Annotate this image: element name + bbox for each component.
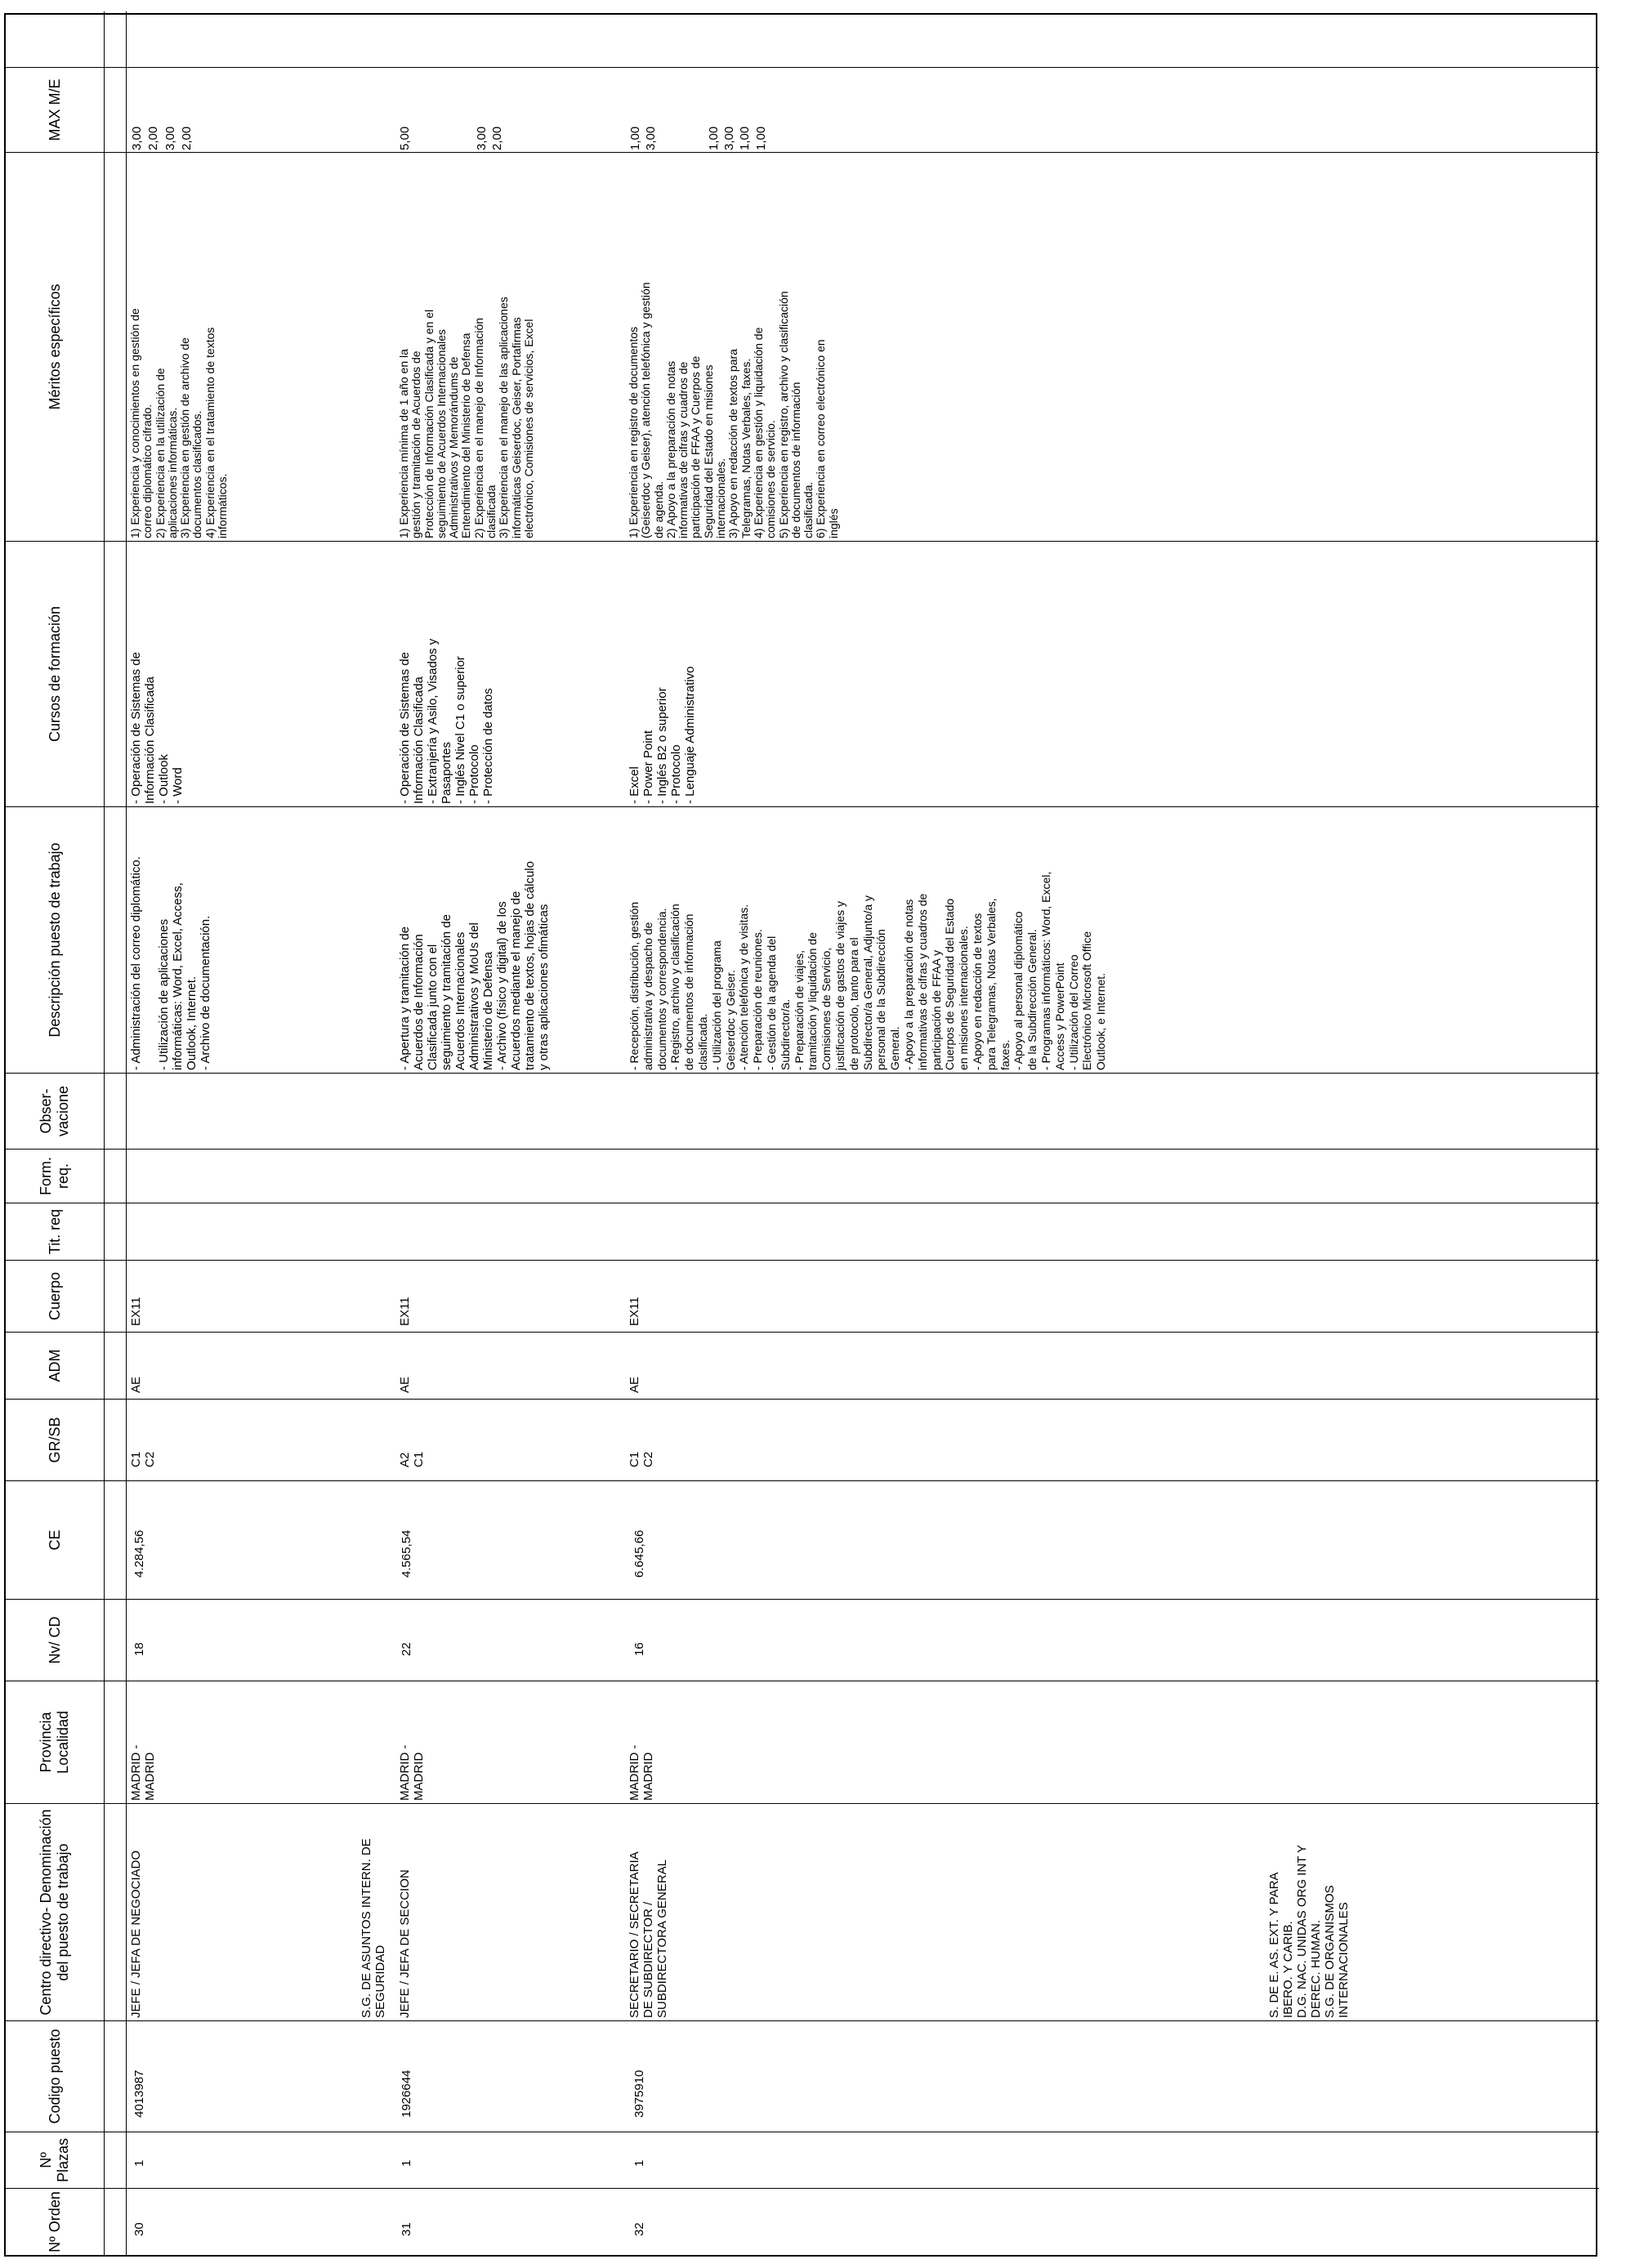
sep-cell xyxy=(105,1203,127,1260)
row-31-plazas: 1 xyxy=(400,2159,413,2167)
row-31-descripcion: - Apertura y tramitación de Acuerdos de Información Clasificada junto con el seguimiento y tramitación de Acuerdos Internacionales Administrativos y MoUs del Ministerio de Defensa - Archivo (físico y digital) de los Acuerdos mediante el manejo de tratamiento de textos, hojas de cálculo y otras aplicaciones ofimáticas xyxy=(398,861,551,1070)
row-30-codigo: 4013987 xyxy=(132,2069,146,2118)
row-32-descripcion: - Recepción, distribución, gestión administrativa y despacho de documentos y correspondencia. - Registro, archivo y clasificación de documentos de información clasificada. - Utilización del programa Geiserdoc y Geiser. - Atención telefónica y de visitas. - Preparación de reuniones. - Gestión de la agenda del Subdirector/a. - Preparación de viajes, tramitación y liquidación de Comisiones de Servicio, justificación de gastos de viajes y de protocolo, tanto para el Subdirector/a General, Adjunto/a y personal de la Subdirección General. - Apoyo a la preparación de notas informativas de cifras y cuadros de participación de FFAA y Cuerpos de Seguridad del Estado en misiones internacionales. - Apoyo en redacción de textos para Telegramas, Notas Verbales, faxes. - Apoyo al personal diplomático de la Subdirección General. - Programas informáticos: Word, Excel, Access y PowerPoint - Utilización del Correo Electrónico Microsoft Office Outlook, e Internet. xyxy=(628,871,1108,1070)
col-titulacion xyxy=(127,1203,1599,1260)
header-blank xyxy=(6,11,105,67)
row-30-meritos: 1) Experiencia y conocimientos en gestión de correo diplomático cifrado. 2) Experiencia en la utilización de aplicaciones informáticas. 3) Experiencia en gestión de archivo de documentos clasificados. 4) Experiencia en el tratamiento de textos informáticos. xyxy=(128,308,230,538)
row-32-codigo: 3975910 xyxy=(632,2069,646,2118)
row-31-adm: AE xyxy=(398,1376,412,1393)
header-cursos: Cursos de formación xyxy=(6,541,105,806)
sep-cell xyxy=(105,2188,127,2255)
row-32-orden: 32 xyxy=(632,2222,646,2236)
row-30-plazas: 1 xyxy=(132,2159,146,2167)
row-30-ce: 4.284,56 xyxy=(132,1529,146,1578)
col-nivel xyxy=(127,1599,1599,1681)
col-provincia xyxy=(127,1681,1599,1803)
row-30-nivel: 18 xyxy=(132,1642,146,1656)
row-32-cuerpo: EX11 xyxy=(628,1297,641,1326)
row-31-max: 5,00 3,00 2,00 xyxy=(398,126,504,150)
header-provincia: Provincia Localidad xyxy=(6,1681,105,1803)
sep-cell xyxy=(105,1480,127,1599)
col-grupo xyxy=(127,1399,1599,1480)
col-centro xyxy=(127,1803,1599,2020)
row-31-cursos: - Operación de Sistemas de Información Clasificada - Extranjería y Asilo, Visados y Pasaportes - Inglés Nivel C1 o superior - Protocolo - Protección de datos xyxy=(398,638,495,804)
sep-cell xyxy=(105,541,127,806)
header-meritos: Méritos específicos xyxy=(6,152,105,541)
col-orden xyxy=(127,2188,1599,2255)
row-31-meritos: 1) Experiencia mínima de 1 año en la gestión y tramitación de Acuerdos de Protección de Información Clasificada y en el seguimiento de Acuerdos Internacionales Administrativos y Memorándums de Entendimiento del Ministerio de Defensa 2) Experiencia en el manejo de Información clasificada 3) Experiencia en el manejo de las aplicaciones informáticas Geiserdoc, Geiser, Portafirmas electrónico, Comisiones de servicios, Excel xyxy=(397,297,535,538)
row-30-localidad: MADRID - MADRID xyxy=(129,1744,157,1801)
sep-cell xyxy=(105,67,127,152)
sep-cell xyxy=(105,1332,127,1399)
col-formacion xyxy=(127,1149,1599,1203)
header-max: MAX M/E xyxy=(6,67,105,152)
col-meritos xyxy=(127,152,1599,541)
col-max xyxy=(127,67,1599,152)
row-31-nivel: 22 xyxy=(400,1642,413,1656)
row-31-ce: 4.565,54 xyxy=(400,1529,413,1578)
sep-cell xyxy=(105,152,127,541)
header-grupo: GR/SB xyxy=(6,1399,105,1480)
row-32-localidad: MADRID - MADRID xyxy=(628,1744,655,1801)
sep-cell xyxy=(105,1149,127,1203)
row-30-max: 3,00 2,00 3,00 2,00 xyxy=(130,126,194,150)
row-31-unidad: S.G. DE ASUNTOS INTERN. DE SEGURIDAD xyxy=(360,1838,387,2018)
header-titulacion: Tit. req xyxy=(6,1203,105,1260)
sep-cell xyxy=(105,2132,127,2188)
col-descripcion xyxy=(127,806,1599,1073)
row-32-grupo: C1 C2 xyxy=(628,1451,655,1467)
header-formacion: Form. req. xyxy=(6,1149,105,1203)
sep-cell xyxy=(105,1260,127,1332)
header-adm: ADM xyxy=(6,1332,105,1399)
row-30-cursos: - Operación de Sistemas de Información Clasificada - Outlook - Word xyxy=(129,652,185,804)
header-orden: Nº Orden xyxy=(6,2188,105,2255)
sep-cell xyxy=(105,11,127,67)
header-nivel: Nv/ CD xyxy=(6,1599,105,1681)
col-observaciones xyxy=(127,1073,1599,1149)
col-cuerpo xyxy=(127,1260,1599,1332)
col-blank xyxy=(127,11,1599,67)
col-cursos xyxy=(127,541,1599,806)
positions-table xyxy=(4,13,1597,2257)
header-descripcion: Descripción puesto de trabajo xyxy=(6,806,105,1073)
row-30-cuerpo: EX11 xyxy=(129,1297,143,1326)
sep-cell xyxy=(105,2020,127,2132)
row-30-grupo: C1 C2 xyxy=(129,1451,157,1467)
row-32-nivel: 16 xyxy=(632,1642,646,1656)
header-ce: CE xyxy=(6,1480,105,1599)
col-codigo xyxy=(127,2020,1599,2132)
row-32-cursos: - Excel - Power Point - Inglés B2 o superior - Protocolo - Lenguaje Administrativo xyxy=(628,666,697,804)
header-cuerpo: Cuerpo xyxy=(6,1260,105,1332)
col-ce xyxy=(127,1480,1599,1599)
row-30-denominacion: JEFE / JEFA DE NEGOCIADO xyxy=(129,1850,143,2018)
footer-units: S. DE E. AS. EXT. Y PARA IBERO. Y CARIB. D.G. NAC. UNIDAS ORG INT Y DEREC. HUMAN. S.G. DE ORGANISMOS INTERNACIONALES xyxy=(1267,1845,1351,2018)
sep-cell xyxy=(105,1803,127,2020)
sep-cell xyxy=(105,1599,127,1681)
header-centro: Centro directivo- Denominación del puesto de trabajo xyxy=(6,1803,105,2020)
sep-cell xyxy=(105,1399,127,1480)
sep-cell xyxy=(105,1681,127,1803)
row-32-plazas: 1 xyxy=(632,2159,646,2167)
sep-cell xyxy=(105,1073,127,1149)
row-30-descripcion: - Administración del correo diplomático. - Utilización de aplicaciones informáticas: Word, Excel, Access, Outlook, Internet. - Archivo de documentación. xyxy=(129,856,212,1070)
row-31-denominacion: JEFE / JEFA DE SECCION xyxy=(398,1869,412,2018)
row-32-max: 1,00 3,00 1,00 3,00 1,00 1,00 xyxy=(628,126,768,150)
row-32-denominacion: SECRETARIO / SECRETARIA DE SUBDIRECTOR / SUBDIRECTORA GENERAL xyxy=(628,1851,669,2018)
row-30-adm: AE xyxy=(129,1376,143,1393)
row-32-ce: 6.645,66 xyxy=(632,1529,646,1578)
row-31-localidad: MADRID - MADRID xyxy=(398,1744,426,1801)
header-observaciones: Obser- vacione xyxy=(6,1073,105,1149)
col-adm xyxy=(127,1332,1599,1399)
row-31-orden: 31 xyxy=(400,2222,413,2236)
row-31-cuerpo: EX11 xyxy=(398,1297,412,1326)
row-32-adm: AE xyxy=(628,1376,641,1393)
sep-cell xyxy=(105,806,127,1073)
row-31-codigo: 1926644 xyxy=(400,2069,413,2118)
row-30-orden: 30 xyxy=(132,2222,146,2236)
col-plazas xyxy=(127,2132,1599,2188)
header-plazas: Nº Plazas xyxy=(6,2132,105,2188)
header-codigo: Codigo puesto xyxy=(6,2020,105,2132)
row-32-meritos: 1) Experiencia en registro de documentos (Geiserdoc y Geiser), atención telefónica y gestión de agenda. 2) Apoyo a la preparación de notas informativas de cifras y cuadros de participación de FFAA y Cuerpos de Seguridad del Estado en misiones internacionales. 3) Apoyo en redacción de textos para Telegramas, Notas Verbales, faxes. 4) Experiencia en gestión y liquidación de comisiones de servicio. 5) Experiencia en registro, archivo y clasificación de documentos de información clasificada. 6) Experiencia en correo electrónico en inglés xyxy=(627,282,840,538)
row-31-grupo: A2 C1 xyxy=(398,1451,426,1467)
